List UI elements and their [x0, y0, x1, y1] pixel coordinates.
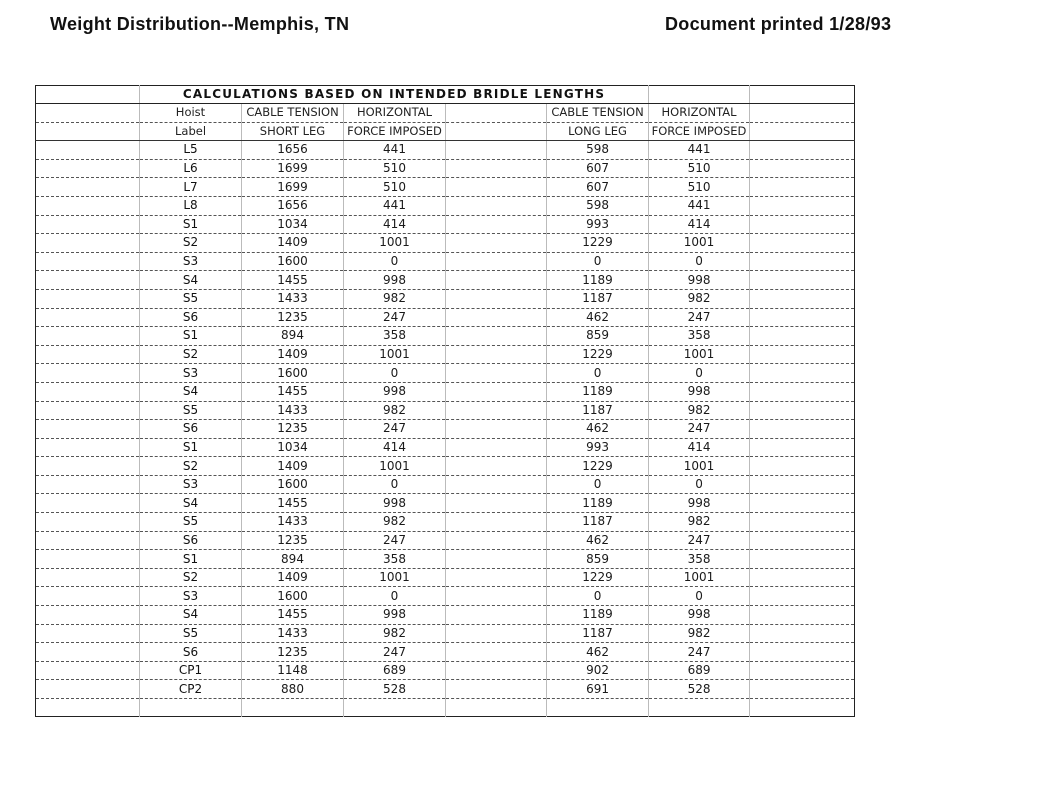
empty-cell	[750, 699, 855, 717]
empty-cell	[446, 364, 547, 383]
value-cell: 0	[547, 252, 649, 271]
header-short-leg: SHORT LEG	[242, 122, 344, 141]
value-cell: 1235	[242, 308, 344, 327]
empty-cell	[446, 271, 547, 290]
table-row	[36, 438, 855, 457]
value-cell: 993	[547, 438, 649, 457]
table-row	[36, 364, 855, 383]
value-cell: 1455	[242, 382, 344, 401]
value-cell: 510	[344, 159, 446, 178]
empty-cell	[446, 382, 547, 401]
hoist-label-cell: S6	[140, 420, 242, 439]
value-cell: 982	[344, 401, 446, 420]
value-cell: 414	[649, 438, 750, 457]
empty-cell	[36, 234, 140, 253]
value-cell: 247	[649, 308, 750, 327]
header-row-1	[36, 104, 855, 123]
empty-cell	[36, 568, 140, 587]
empty-cell	[446, 401, 547, 420]
empty-cell	[446, 699, 547, 717]
table-row	[36, 624, 855, 643]
hoist-label-cell: S6	[140, 308, 242, 327]
hoist-label-cell: S2	[140, 345, 242, 364]
value-cell: 1148	[242, 661, 344, 680]
value-cell: 358	[344, 550, 446, 569]
empty-cell	[750, 587, 855, 606]
table-row	[36, 661, 855, 680]
value-cell: 1433	[242, 513, 344, 532]
value-cell: 1699	[242, 159, 344, 178]
header-horizontal-short: HORIZONTAL	[344, 104, 446, 123]
empty-cell	[36, 587, 140, 606]
hoist-label-cell: S1	[140, 215, 242, 234]
empty-cell	[140, 699, 242, 717]
table-row	[36, 159, 855, 178]
hoist-label-cell: L8	[140, 196, 242, 215]
hoist-label-cell: S6	[140, 531, 242, 550]
value-cell: 691	[547, 680, 649, 699]
empty-cell	[36, 420, 140, 439]
value-cell: 441	[344, 141, 446, 160]
table-row	[36, 271, 855, 290]
empty-cell	[446, 196, 547, 215]
hoist-label-cell: S4	[140, 382, 242, 401]
empty-cell	[36, 252, 140, 271]
table-row	[36, 587, 855, 606]
empty-cell	[750, 382, 855, 401]
hoist-label-cell: S4	[140, 606, 242, 625]
header-force-imposed-long: FORCE IMPOSED	[649, 122, 750, 141]
value-cell: 1001	[344, 345, 446, 364]
empty-cell	[446, 457, 547, 476]
table-row	[36, 457, 855, 476]
empty-cell	[36, 531, 140, 550]
document-title: Weight Distribution--Memphis, TN	[50, 14, 350, 34]
value-cell: 1409	[242, 568, 344, 587]
table-row	[36, 401, 855, 420]
value-cell: 0	[649, 475, 750, 494]
empty-cell	[446, 345, 547, 364]
hoist-label-cell: L7	[140, 178, 242, 197]
value-cell: 1656	[242, 141, 344, 160]
value-cell: 0	[547, 364, 649, 383]
empty-cell	[36, 159, 140, 178]
value-cell: 358	[649, 550, 750, 569]
empty-cell	[750, 178, 855, 197]
hoist-label-cell: S6	[140, 643, 242, 662]
weight-distribution-table	[35, 85, 855, 717]
empty-cell	[36, 494, 140, 513]
value-cell: 528	[649, 680, 750, 699]
value-cell: 598	[547, 141, 649, 160]
value-cell: 1001	[344, 568, 446, 587]
table-row	[36, 327, 855, 346]
empty-cell	[750, 494, 855, 513]
value-cell: 880	[242, 680, 344, 699]
empty-cell	[36, 364, 140, 383]
hoist-label-cell: S5	[140, 289, 242, 308]
empty-cell	[750, 364, 855, 383]
value-cell: 998	[649, 494, 750, 513]
hoist-label-cell: S5	[140, 401, 242, 420]
table-row	[36, 643, 855, 662]
hoist-label-cell: S2	[140, 457, 242, 476]
empty-cell	[750, 308, 855, 327]
value-cell: 1600	[242, 252, 344, 271]
value-cell: 1600	[242, 587, 344, 606]
value-cell: 462	[547, 531, 649, 550]
empty-cell	[750, 327, 855, 346]
value-cell: 510	[649, 159, 750, 178]
header-cable-tension-short: CABLE TENSION	[242, 104, 344, 123]
value-cell: 998	[344, 606, 446, 625]
value-cell: 982	[344, 513, 446, 532]
value-cell: 0	[344, 252, 446, 271]
hoist-label-cell: S4	[140, 494, 242, 513]
value-cell: 1189	[547, 382, 649, 401]
empty-cell	[36, 699, 140, 717]
value-cell: 1699	[242, 178, 344, 197]
hoist-label-cell: S1	[140, 550, 242, 569]
empty-cell	[446, 513, 547, 532]
value-cell: 1235	[242, 531, 344, 550]
value-cell: 982	[649, 624, 750, 643]
value-cell: 528	[344, 680, 446, 699]
empty-cell	[446, 568, 547, 587]
empty-cell	[750, 606, 855, 625]
empty-cell	[446, 178, 547, 197]
value-cell: 1034	[242, 215, 344, 234]
empty-cell	[446, 587, 547, 606]
value-cell: 894	[242, 550, 344, 569]
empty-cell	[750, 289, 855, 308]
value-cell: 1187	[547, 401, 649, 420]
value-cell: 1235	[242, 420, 344, 439]
value-cell: 1229	[547, 234, 649, 253]
empty-cell	[446, 680, 547, 699]
table-row	[36, 252, 855, 271]
table-row	[36, 345, 855, 364]
empty-cell	[446, 438, 547, 457]
value-cell: 358	[649, 327, 750, 346]
empty-cell	[344, 699, 446, 717]
value-cell: 607	[547, 159, 649, 178]
hoist-label-cell: S5	[140, 513, 242, 532]
table-row	[36, 568, 855, 587]
value-cell: 598	[547, 196, 649, 215]
value-cell: 1409	[242, 457, 344, 476]
value-cell: 1409	[242, 234, 344, 253]
value-cell: 1229	[547, 457, 649, 476]
value-cell: 247	[649, 531, 750, 550]
value-cell: 998	[344, 382, 446, 401]
empty-cell	[36, 513, 140, 532]
hoist-label-cell: S1	[140, 327, 242, 346]
empty-cell	[36, 401, 140, 420]
value-cell: 247	[344, 308, 446, 327]
hoist-label-cell: S5	[140, 624, 242, 643]
hoist-label-cell: S4	[140, 271, 242, 290]
empty-cell	[750, 457, 855, 476]
table-title-row	[36, 86, 855, 104]
empty-cell	[446, 661, 547, 680]
empty-cell	[446, 550, 547, 569]
table-row	[36, 550, 855, 569]
value-cell: 1189	[547, 606, 649, 625]
value-cell: 998	[649, 606, 750, 625]
table-row	[36, 420, 855, 439]
table-row	[36, 196, 855, 215]
value-cell: 247	[649, 420, 750, 439]
table-row	[36, 606, 855, 625]
value-cell: 998	[649, 382, 750, 401]
value-cell: 1034	[242, 438, 344, 457]
hoist-label-cell: S1	[140, 438, 242, 457]
table-row	[36, 513, 855, 532]
empty-cell	[446, 475, 547, 494]
empty-cell	[36, 215, 140, 234]
value-cell: 441	[649, 196, 750, 215]
empty-cell	[36, 141, 140, 160]
empty-cell	[446, 215, 547, 234]
empty-cell	[750, 141, 855, 160]
value-cell: 0	[649, 364, 750, 383]
value-cell: 462	[547, 308, 649, 327]
value-cell: 1455	[242, 494, 344, 513]
empty-cell	[750, 568, 855, 587]
value-cell: 993	[547, 215, 649, 234]
table-title: CALCULATIONS BASED ON INTENDED BRIDLE LENGTHS	[140, 86, 649, 104]
value-cell: 247	[344, 643, 446, 662]
value-cell: 982	[344, 624, 446, 643]
value-cell: 0	[344, 364, 446, 383]
table-row	[36, 382, 855, 401]
value-cell: 1229	[547, 345, 649, 364]
empty-cell	[36, 606, 140, 625]
empty-cell	[750, 438, 855, 457]
empty-cell	[36, 289, 140, 308]
header-long-leg: LONG LEG	[547, 122, 649, 141]
empty-cell	[36, 550, 140, 569]
table-row	[36, 475, 855, 494]
empty-cell	[750, 643, 855, 662]
empty-cell	[446, 141, 547, 160]
value-cell: 510	[649, 178, 750, 197]
empty-cell	[36, 457, 140, 476]
value-cell: 689	[649, 661, 750, 680]
empty-cell	[242, 699, 344, 717]
empty-cell	[446, 289, 547, 308]
table-row	[36, 680, 855, 699]
empty-cell	[446, 308, 547, 327]
hoist-label-cell: S3	[140, 587, 242, 606]
value-cell: 0	[649, 587, 750, 606]
value-cell: 859	[547, 550, 649, 569]
header-force-imposed-short: FORCE IMPOSED	[344, 122, 446, 141]
empty-cell	[750, 531, 855, 550]
hoist-label-cell: L5	[140, 141, 242, 160]
empty-cell	[446, 643, 547, 662]
empty-cell	[446, 327, 547, 346]
empty-cell	[750, 624, 855, 643]
empty-cell	[36, 345, 140, 364]
empty-cell	[750, 345, 855, 364]
value-cell: 247	[344, 531, 446, 550]
hoist-label-cell: S2	[140, 234, 242, 253]
value-cell: 982	[649, 513, 750, 532]
value-cell: 1189	[547, 271, 649, 290]
value-cell: 0	[344, 475, 446, 494]
value-cell: 358	[344, 327, 446, 346]
header-row-2	[36, 122, 855, 141]
table-row	[36, 531, 855, 550]
empty-cell	[36, 196, 140, 215]
table-row	[36, 141, 855, 160]
empty-cell	[36, 308, 140, 327]
empty-cell	[36, 661, 140, 680]
table-row	[36, 234, 855, 253]
hoist-label-cell: S3	[140, 364, 242, 383]
empty-cell	[750, 271, 855, 290]
empty-cell	[446, 606, 547, 625]
table-row	[36, 215, 855, 234]
value-cell: 510	[344, 178, 446, 197]
empty-cell	[649, 699, 750, 717]
value-cell: 1600	[242, 475, 344, 494]
header-cable-tension-long: CABLE TENSION	[547, 104, 649, 123]
value-cell: 1455	[242, 606, 344, 625]
value-cell: 998	[344, 494, 446, 513]
value-cell: 1001	[649, 457, 750, 476]
value-cell: 1433	[242, 624, 344, 643]
value-cell: 859	[547, 327, 649, 346]
empty-cell	[750, 215, 855, 234]
value-cell: 1433	[242, 289, 344, 308]
empty-cell	[446, 234, 547, 253]
value-cell: 414	[344, 438, 446, 457]
empty-cell	[446, 531, 547, 550]
empty-cell	[750, 196, 855, 215]
value-cell: 441	[649, 141, 750, 160]
hoist-label-cell: CP1	[140, 661, 242, 680]
value-cell: 998	[649, 271, 750, 290]
value-cell: 1600	[242, 364, 344, 383]
value-cell: 1455	[242, 271, 344, 290]
empty-cell	[36, 271, 140, 290]
value-cell: 247	[649, 643, 750, 662]
value-cell: 247	[344, 420, 446, 439]
value-cell: 1656	[242, 196, 344, 215]
hoist-label-cell: S3	[140, 475, 242, 494]
value-cell: 1187	[547, 289, 649, 308]
empty-cell	[750, 550, 855, 569]
empty-cell	[750, 252, 855, 271]
empty-cell	[36, 643, 140, 662]
empty-cell	[36, 178, 140, 197]
value-cell: 1001	[649, 568, 750, 587]
value-cell: 1229	[547, 568, 649, 587]
value-cell: 414	[649, 215, 750, 234]
empty-cell	[36, 382, 140, 401]
value-cell: 982	[649, 289, 750, 308]
empty-cell	[750, 420, 855, 439]
value-cell: 1001	[344, 234, 446, 253]
hoist-label-cell: S3	[140, 252, 242, 271]
print-date: Document printed 1/28/93	[665, 14, 892, 34]
empty-cell	[446, 159, 547, 178]
empty-cell	[750, 159, 855, 178]
empty-cell	[446, 494, 547, 513]
hoist-label-cell: CP2	[140, 680, 242, 699]
value-cell: 689	[344, 661, 446, 680]
value-cell: 607	[547, 178, 649, 197]
value-cell: 0	[547, 587, 649, 606]
value-cell: 0	[649, 252, 750, 271]
table-row	[36, 308, 855, 327]
value-cell: 902	[547, 661, 649, 680]
value-cell: 998	[344, 271, 446, 290]
empty-cell	[750, 401, 855, 420]
value-cell: 462	[547, 420, 649, 439]
table-row	[36, 178, 855, 197]
empty-cell	[750, 513, 855, 532]
empty-cell	[750, 234, 855, 253]
value-cell: 1001	[344, 457, 446, 476]
value-cell: 0	[344, 587, 446, 606]
table-row	[36, 494, 855, 513]
hoist-label-cell: S2	[140, 568, 242, 587]
header-label: Label	[140, 122, 242, 141]
empty-cell	[36, 327, 140, 346]
value-cell: 1433	[242, 401, 344, 420]
value-cell: 894	[242, 327, 344, 346]
table-row	[36, 289, 855, 308]
value-cell: 414	[344, 215, 446, 234]
value-cell: 1189	[547, 494, 649, 513]
header-hoist: Hoist	[140, 104, 242, 123]
header-horizontal-long: HORIZONTAL	[649, 104, 750, 123]
empty-cell	[36, 475, 140, 494]
value-cell: 462	[547, 643, 649, 662]
empty-cell	[36, 680, 140, 699]
empty-cell	[750, 680, 855, 699]
value-cell: 982	[344, 289, 446, 308]
value-cell: 1001	[649, 345, 750, 364]
empty-cell	[36, 624, 140, 643]
value-cell: 982	[649, 401, 750, 420]
hoist-label-cell: L6	[140, 159, 242, 178]
empty-cell	[36, 438, 140, 457]
value-cell: 1187	[547, 624, 649, 643]
empty-cell	[750, 475, 855, 494]
value-cell: 1235	[242, 643, 344, 662]
value-cell: 1409	[242, 345, 344, 364]
empty-cell	[547, 699, 649, 717]
value-cell: 0	[547, 475, 649, 494]
empty-cell	[446, 624, 547, 643]
value-cell: 1187	[547, 513, 649, 532]
value-cell: 441	[344, 196, 446, 215]
value-cell: 1001	[649, 234, 750, 253]
blank-row	[36, 699, 855, 717]
empty-cell	[446, 252, 547, 271]
empty-cell	[750, 661, 855, 680]
empty-cell	[446, 420, 547, 439]
